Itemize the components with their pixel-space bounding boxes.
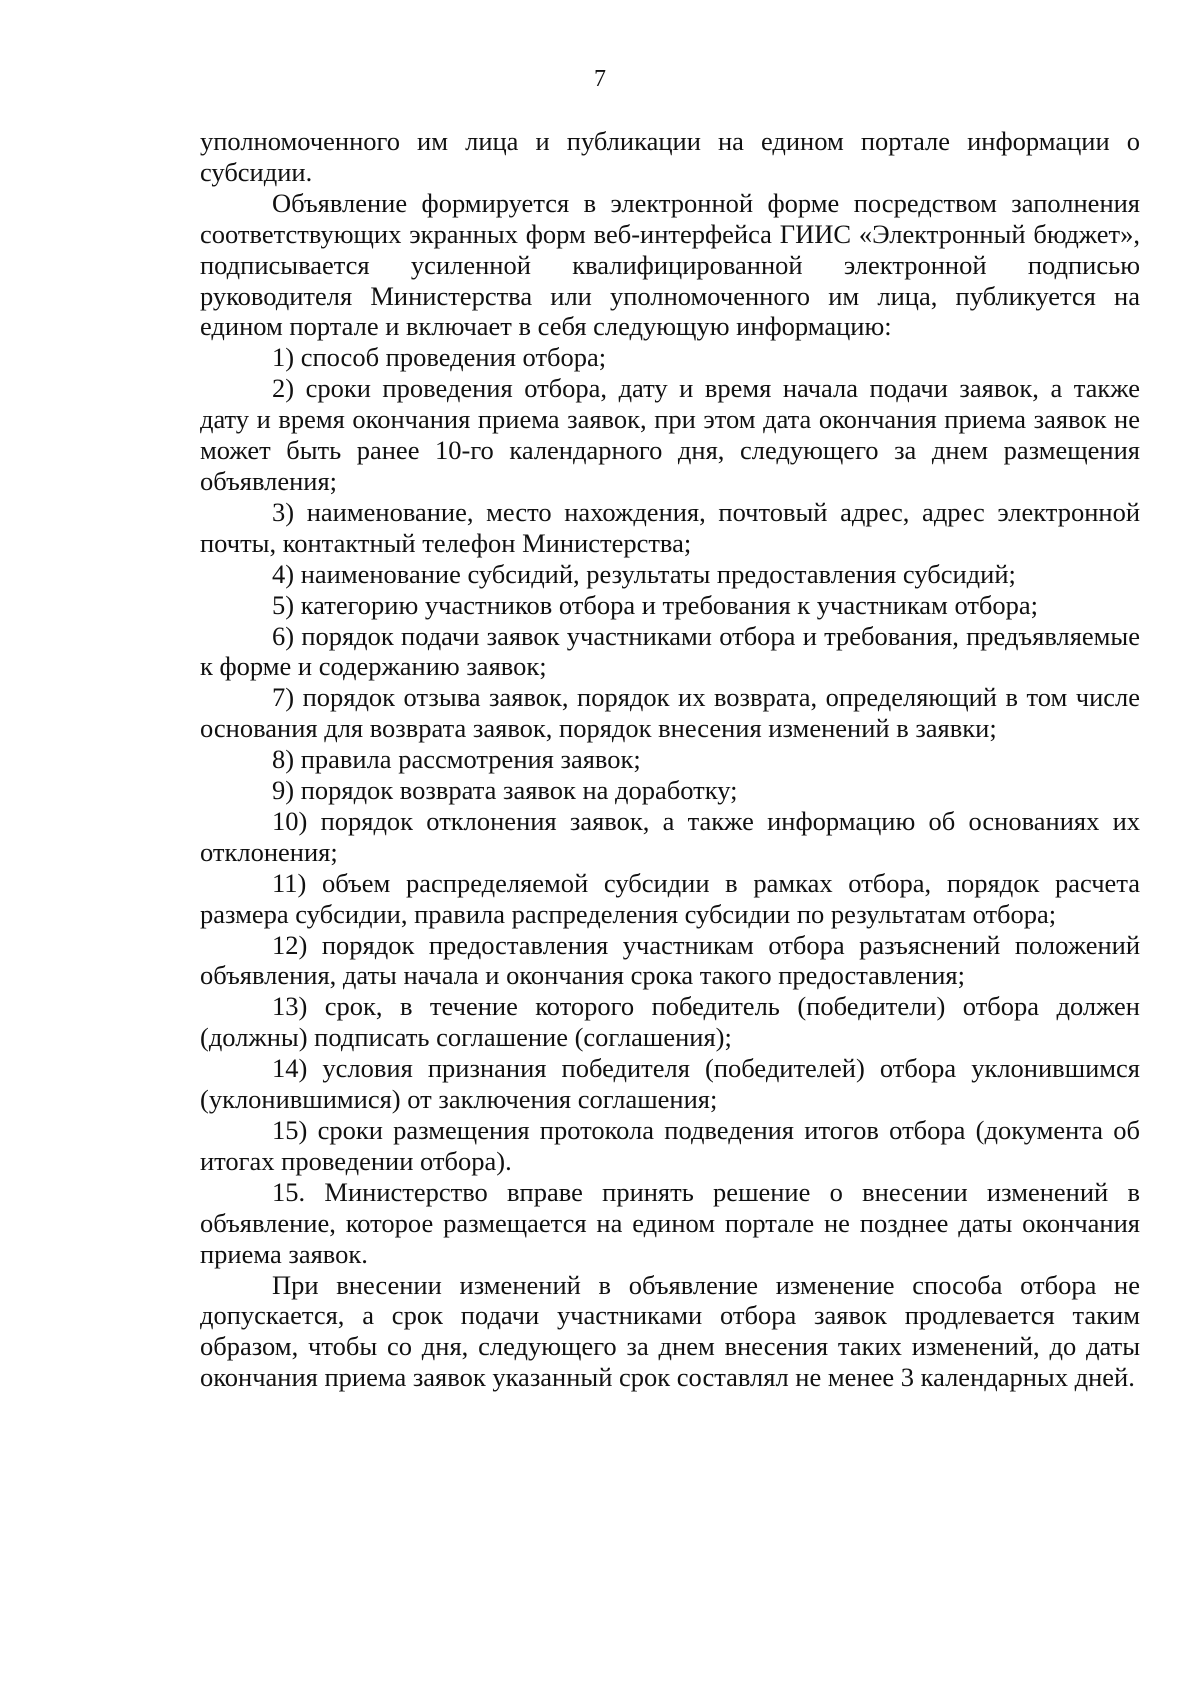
paragraph-section-15: 15. Министерство вправе принять решение о внесении изменений в объявление, которое размещается на едином портале не позднее даты окончания приема заявок. xyxy=(200,1176,1140,1269)
list-item-13: 13) срок, в течение которого победитель (победители) отбора должен (должны) подписать соглашение (соглашения); xyxy=(200,991,1140,1053)
list-item-4: 4) наименование субсидий, результаты предоставления субсидий; xyxy=(272,558,1016,589)
list-item-3: 3) наименование, место нахождения, почтовый адрес, адрес электронной почты, контактный телефон Министерства; xyxy=(200,496,1140,558)
list-item-7: 7) порядок отзыва заявок, порядок их возврата, определяющий в том числе основания для возврата заявок, порядок внесения изменений в заявки; xyxy=(200,682,1140,744)
paragraph-announcement: Объявление формируется в электронной форме посредством заполнения соответствующих экранных форм веб-интерфейса ГИИС «Электронный бюджет», подписывается усиленной квалифицированной электронной подписью руководителя Министерства или уполномоченного им лица, публикуется на едином портале и включает в себя следующую информацию: xyxy=(200,187,1140,342)
list-item-5: 5) категорию участников отбора и требования к участникам отбора; xyxy=(272,589,1039,620)
list-item-12: 12) порядок предоставления участникам отбора разъяснений положений объявления, даты начала и окончания срока такого предоставления; xyxy=(200,929,1140,991)
paragraph-changes: При внесении изменений в объявление изменение способа отбора не допускается, а срок подачи участниками отбора заявок продлевается таким образом, чтобы со дня, следующего за днем внесения таких изменений, до даты окончания приема заявок указанный срок составлял не менее 3 календарных дней. xyxy=(200,1269,1140,1393)
list-item-15: 15) сроки размещения протокола подведения итогов отбора (документа об итогах проведении отбора). xyxy=(200,1115,1140,1176)
list-item-11: 11) объем распределяемой субсидии в рамках отбора, порядок расчета размера субсидии, правила распределения субсидии по результатам отбора; xyxy=(200,867,1140,929)
list-item-2: 2) сроки проведения отбора, дату и время начала подачи заявок, а также дату и время окончания приема заявок, при этом дата окончания приема заявок не может быть ранее 10-го календарного дня, следующего за днем размещения объявления; xyxy=(200,373,1140,496)
page-number: 7 xyxy=(594,66,606,92)
list-item-10: 10) порядок отклонения заявок, а также информацию об основаниях их отклонения; xyxy=(200,805,1140,867)
list-item-1: 1) способ проведения отбора; xyxy=(272,342,607,373)
list-item-9: 9) порядок возврата заявок на доработку; xyxy=(272,775,738,806)
list-item-8: 8) правила рассмотрения заявок; xyxy=(272,744,641,775)
list-item-6: 6) порядок подачи заявок участниками отбора и требования, предъявляемые к форме и содержанию заявок; xyxy=(200,620,1140,682)
paragraph-continuation: уполномоченного им лица и публикации на едином портале информации о субсидии. xyxy=(200,126,1140,187)
document-body xyxy=(200,126,1140,1393)
list-item-14: 14) условия признания победителя (победителей) отбора уклонившимся (уклонившимися) от заключения соглашения; xyxy=(200,1053,1140,1115)
